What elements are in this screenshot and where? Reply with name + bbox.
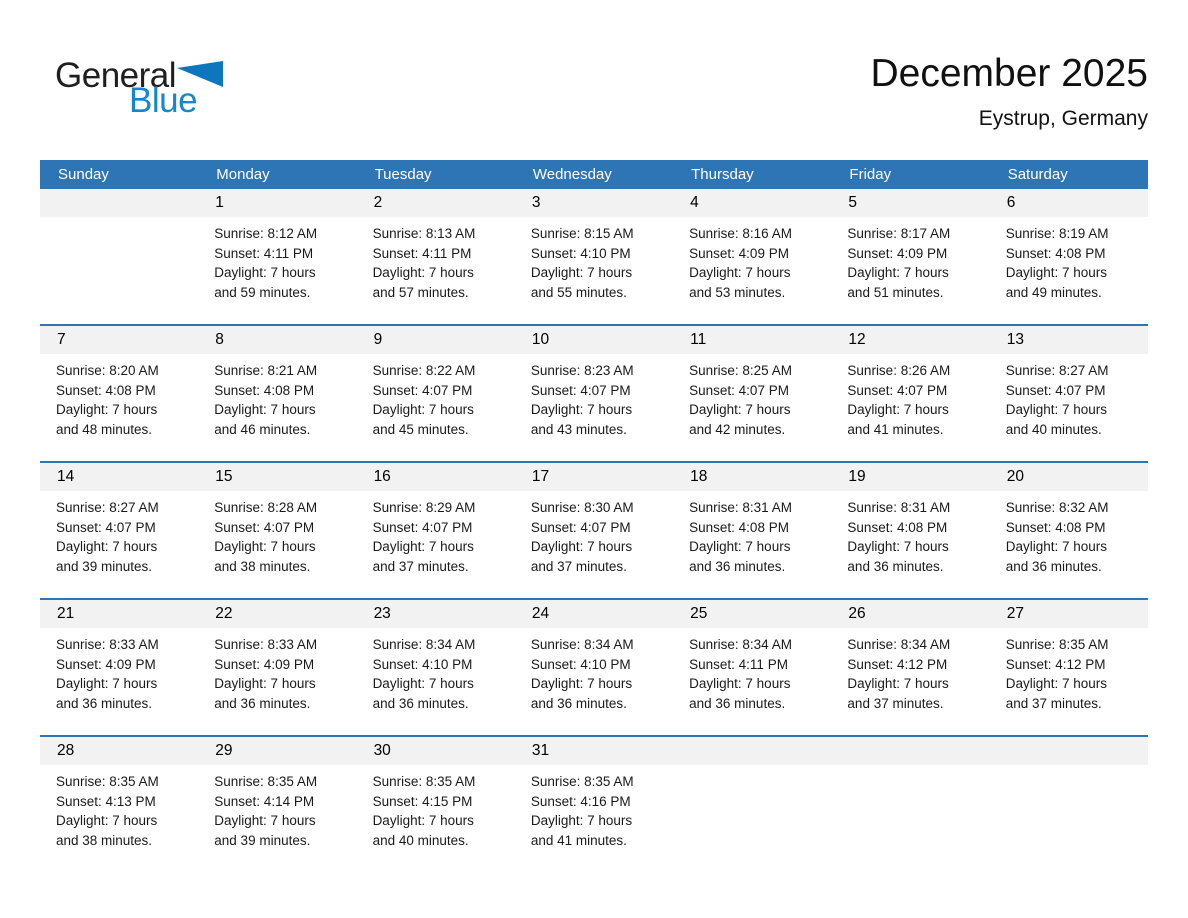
day-cell <box>357 463 515 598</box>
day-detail-line: Daylight: 7 hours <box>530 539 633 554</box>
day-detail-line: Sunset: 4:08 PM <box>56 382 156 398</box>
day-number: 22 <box>215 605 233 622</box>
day-cell <box>990 326 1148 461</box>
day-cell <box>515 737 673 872</box>
day-details <box>198 491 356 576</box>
day-details <box>357 491 515 576</box>
day-details <box>831 217 989 302</box>
day-number-strip <box>198 737 356 765</box>
weekday-header-tuesday: Tuesday <box>374 166 432 183</box>
day-detail-line: Sunrise: 8:20 AM <box>56 363 159 378</box>
day-details <box>515 354 673 439</box>
day-detail-line: Sunrise: 8:35 AM <box>214 774 318 789</box>
day-cell <box>357 600 515 735</box>
day-number-strip <box>515 737 673 765</box>
logo-text-blue: Blue <box>129 81 198 120</box>
day-detail-line: and 41 minutes. <box>847 421 944 437</box>
day-detail-line: and 36 minutes. <box>372 695 469 711</box>
day-number-strip <box>831 463 989 491</box>
day-number: 16 <box>373 468 391 485</box>
day-detail-line: Sunrise: 8:26 AM <box>847 363 951 378</box>
day-details <box>198 354 356 439</box>
day-detail-line: Sunrise: 8:23 AM <box>530 363 634 378</box>
day-detail-line: Daylight: 7 hours <box>689 539 791 554</box>
week-row <box>40 324 1148 461</box>
day-number: 23 <box>373 605 391 622</box>
day-number: 14 <box>57 468 75 485</box>
day-detail-line: Sunrise: 8:32 AM <box>1005 500 1109 515</box>
day-detail-line: Sunrise: 8:15 AM <box>530 226 634 241</box>
day-number: 2 <box>373 194 383 211</box>
day-detail-line: Sunset: 4:15 PM <box>372 793 473 809</box>
day-cell <box>198 326 356 461</box>
day-detail-line: Sunrise: 8:27 AM <box>1005 363 1109 378</box>
empty-day-cell <box>990 737 1148 872</box>
day-number: 1 <box>215 194 224 211</box>
day-number-strip <box>40 326 198 354</box>
day-detail-line: Sunrise: 8:27 AM <box>56 500 159 515</box>
day-detail-line: Sunset: 4:09 PM <box>56 656 156 672</box>
day-detail-line: Sunrise: 8:34 AM <box>689 637 792 652</box>
day-detail-line: Sunset: 4:13 PM <box>56 793 156 809</box>
day-detail-line: and 55 minutes. <box>530 284 627 300</box>
day-detail-line: and 43 minutes. <box>530 421 627 437</box>
day-details <box>990 217 1148 302</box>
day-detail-line: Daylight: 7 hours <box>214 265 316 280</box>
day-detail-line: Daylight: 7 hours <box>689 402 791 417</box>
day-number-strip <box>673 189 831 217</box>
day-number: 7 <box>57 331 66 348</box>
day-detail-line: Daylight: 7 hours <box>847 539 949 554</box>
day-number: 28 <box>57 742 75 759</box>
day-detail-line: and 38 minutes. <box>56 832 153 848</box>
day-details <box>40 765 198 850</box>
day-detail-line: Daylight: 7 hours <box>56 402 158 417</box>
day-number-strip <box>990 737 1148 765</box>
day-detail-line: Sunrise: 8:25 AM <box>689 363 792 378</box>
day-number-strip <box>831 326 989 354</box>
day-details <box>990 354 1148 439</box>
day-detail-line: Sunset: 4:07 PM <box>530 382 631 398</box>
day-detail-line: Sunset: 4:07 PM <box>56 519 156 535</box>
day-number-strip <box>357 189 515 217</box>
day-cell <box>357 189 515 324</box>
day-number-strip <box>357 737 515 765</box>
day-detail-line: Sunset: 4:10 PM <box>530 245 631 261</box>
day-detail-line: and 37 minutes. <box>1005 695 1102 711</box>
page-subtitle: Eystrup, Germany <box>978 106 1148 130</box>
day-cell <box>515 326 673 461</box>
day-detail-line: Sunset: 4:07 PM <box>372 382 473 398</box>
day-number: 30 <box>373 742 391 759</box>
day-detail-line: Sunset: 4:11 PM <box>214 245 314 261</box>
day-detail-line: Sunrise: 8:30 AM <box>530 500 634 515</box>
day-detail-line: Daylight: 7 hours <box>56 813 158 828</box>
day-detail-line: Sunset: 4:08 PM <box>689 519 789 535</box>
day-detail-line: Sunrise: 8:35 AM <box>530 774 634 789</box>
day-detail-line: Sunset: 4:08 PM <box>1005 519 1106 535</box>
day-detail-line: Daylight: 7 hours <box>214 539 316 554</box>
day-detail-line: Sunrise: 8:31 AM <box>689 500 792 515</box>
day-detail-line: Sunrise: 8:33 AM <box>214 637 318 652</box>
day-number: 11 <box>690 331 707 348</box>
day-details <box>673 628 831 713</box>
day-detail-line: Sunrise: 8:28 AM <box>214 500 318 515</box>
day-number-strip <box>673 600 831 628</box>
day-cell <box>357 737 515 872</box>
day-details <box>357 628 515 713</box>
day-details <box>831 354 989 439</box>
day-details <box>515 491 673 576</box>
day-detail-line: and 36 minutes. <box>214 695 311 711</box>
day-cell <box>831 326 989 461</box>
day-number-strip <box>990 189 1148 217</box>
day-cell <box>673 189 831 324</box>
day-detail-line: and 59 minutes. <box>214 284 311 300</box>
day-cell <box>40 600 198 735</box>
day-number: 13 <box>1006 331 1024 348</box>
day-cell <box>990 463 1148 598</box>
day-number-strip <box>515 463 673 491</box>
day-detail-line: Sunset: 4:16 PM <box>530 793 631 809</box>
day-detail-line: Sunrise: 8:22 AM <box>372 363 476 378</box>
day-detail-line: Sunset: 4:08 PM <box>1005 245 1106 261</box>
day-detail-line: Daylight: 7 hours <box>214 402 316 417</box>
day-detail-line: Sunset: 4:11 PM <box>372 245 472 261</box>
day-number: 4 <box>690 194 699 211</box>
day-number: 27 <box>1006 605 1024 622</box>
day-details <box>990 491 1148 576</box>
day-detail-line: Sunset: 4:10 PM <box>530 656 631 672</box>
day-number: 21 <box>57 605 75 622</box>
day-detail-line: Sunrise: 8:34 AM <box>530 637 634 652</box>
day-detail-line: Daylight: 7 hours <box>689 676 791 691</box>
day-cell <box>40 737 198 872</box>
day-cell <box>198 189 356 324</box>
day-detail-line: Sunset: 4:11 PM <box>689 656 788 672</box>
day-detail-line: Sunrise: 8:34 AM <box>372 637 476 652</box>
day-detail-line: Sunset: 4:08 PM <box>214 382 315 398</box>
week-row <box>40 598 1148 735</box>
week-row <box>40 735 1148 872</box>
day-number-strip <box>357 600 515 628</box>
day-detail-line: and 40 minutes. <box>372 832 469 848</box>
day-number-strip <box>990 600 1148 628</box>
day-detail-line: Sunrise: 8:35 AM <box>1005 637 1109 652</box>
day-detail-line: Daylight: 7 hours <box>214 813 316 828</box>
day-number-strip <box>515 326 673 354</box>
day-number-strip <box>831 600 989 628</box>
day-number: 5 <box>848 194 858 211</box>
day-detail-line: Daylight: 7 hours <box>56 676 158 691</box>
day-cell <box>40 326 198 461</box>
day-detail-line: Sunset: 4:07 PM <box>1005 382 1106 398</box>
day-detail-line: Sunset: 4:07 PM <box>689 382 789 398</box>
day-detail-line: Sunrise: 8:19 AM <box>1005 226 1109 241</box>
day-detail-line: Sunrise: 8:29 AM <box>372 500 476 515</box>
day-detail-line: and 36 minutes. <box>56 695 153 711</box>
day-detail-line: Sunrise: 8:21 AM <box>214 363 318 378</box>
day-number-strip <box>198 463 356 491</box>
day-cell <box>198 600 356 735</box>
day-number: 25 <box>690 605 708 622</box>
day-number: 26 <box>848 605 866 622</box>
day-detail-line: Sunrise: 8:33 AM <box>56 637 159 652</box>
day-detail-line: Daylight: 7 hours <box>530 402 633 417</box>
day-detail-line: and 42 minutes. <box>689 421 786 437</box>
day-detail-line: Daylight: 7 hours <box>530 813 633 828</box>
day-detail-line: and 39 minutes. <box>56 558 153 574</box>
weekday-header-friday: Friday <box>849 166 892 183</box>
day-detail-line: Sunset: 4:09 PM <box>689 245 789 261</box>
day-number-strip <box>990 326 1148 354</box>
day-number: 29 <box>215 742 233 759</box>
day-detail-line: Sunrise: 8:35 AM <box>56 774 159 789</box>
weeks-container <box>40 189 1148 872</box>
day-details <box>198 217 356 302</box>
day-cell <box>357 326 515 461</box>
day-detail-line: Sunset: 4:07 PM <box>530 519 631 535</box>
day-detail-line: Daylight: 7 hours <box>530 265 633 280</box>
day-details <box>515 765 673 850</box>
day-detail-line: Sunset: 4:07 PM <box>847 382 948 398</box>
day-cell <box>198 737 356 872</box>
day-number-strip <box>515 600 673 628</box>
day-detail-line: and 36 minutes. <box>689 558 786 574</box>
day-cell <box>515 463 673 598</box>
day-detail-line: Sunset: 4:10 PM <box>372 656 473 672</box>
day-number-strip <box>40 737 198 765</box>
day-detail-line: Daylight: 7 hours <box>1005 539 1108 554</box>
day-detail-line: Daylight: 7 hours <box>689 265 791 280</box>
day-details <box>198 628 356 713</box>
day-detail-line: Sunset: 4:07 PM <box>372 519 473 535</box>
day-detail-line: and 40 minutes. <box>1005 421 1102 437</box>
day-detail-line: and 46 minutes. <box>214 421 311 437</box>
day-detail-line: Sunset: 4:07 PM <box>214 519 315 535</box>
day-detail-line: and 53 minutes. <box>689 284 786 300</box>
day-detail-line: Daylight: 7 hours <box>1005 676 1108 691</box>
day-details <box>40 354 198 439</box>
day-number-strip <box>831 189 989 217</box>
page-title: December 2025 <box>870 52 1148 95</box>
day-number: 19 <box>848 468 866 485</box>
day-details <box>673 354 831 439</box>
day-detail-line: Sunset: 4:09 PM <box>847 245 948 261</box>
day-detail-line: Sunset: 4:08 PM <box>847 519 948 535</box>
day-number: 17 <box>531 468 550 485</box>
day-detail-line: and 49 minutes. <box>1005 284 1102 300</box>
day-number-strip <box>831 737 989 765</box>
day-cell <box>673 326 831 461</box>
day-cell <box>831 600 989 735</box>
day-detail-line: Sunrise: 8:34 AM <box>847 637 951 652</box>
day-details <box>515 628 673 713</box>
day-detail-line: Daylight: 7 hours <box>372 539 474 554</box>
day-detail-line: Daylight: 7 hours <box>372 676 474 691</box>
weekday-header-row <box>40 160 1148 189</box>
day-detail-line: Sunrise: 8:12 AM <box>214 226 318 241</box>
day-detail-line: and 51 minutes. <box>847 284 944 300</box>
day-detail-line: and 36 minutes. <box>847 558 944 574</box>
day-number: 3 <box>531 194 541 211</box>
day-detail-line: Sunset: 4:12 PM <box>847 656 948 672</box>
day-detail-line: and 45 minutes. <box>372 421 469 437</box>
day-detail-line: and 37 minutes. <box>530 558 627 574</box>
weekday-header-sunday: Sunday <box>58 166 109 183</box>
day-detail-line: Daylight: 7 hours <box>372 402 474 417</box>
day-detail-line: Daylight: 7 hours <box>214 676 316 691</box>
day-number-strip <box>40 600 198 628</box>
day-number-strip <box>40 463 198 491</box>
day-detail-line: Daylight: 7 hours <box>847 676 949 691</box>
day-number-strip <box>198 326 356 354</box>
day-number: 18 <box>690 468 708 485</box>
day-number-strip <box>357 326 515 354</box>
day-number-strip <box>673 737 831 765</box>
day-cell <box>673 600 831 735</box>
day-detail-line: Sunset: 4:12 PM <box>1005 656 1106 672</box>
day-number-strip <box>673 326 831 354</box>
logo-text-general: General <box>55 56 177 95</box>
day-detail-line: and 37 minutes. <box>372 558 469 574</box>
weekday-header-saturday: Saturday <box>1007 166 1068 183</box>
day-detail-line: and 39 minutes. <box>214 832 311 848</box>
day-number-strip <box>40 189 198 217</box>
day-number-strip <box>673 463 831 491</box>
day-details <box>515 217 673 302</box>
day-detail-line: and 37 minutes. <box>847 695 944 711</box>
day-detail-line: Sunrise: 8:35 AM <box>372 774 476 789</box>
general-blue-logo <box>55 58 223 118</box>
day-detail-line: Sunrise: 8:13 AM <box>372 226 476 241</box>
day-number: 8 <box>215 331 224 348</box>
day-details <box>673 491 831 576</box>
day-detail-line: and 48 minutes. <box>56 421 153 437</box>
day-details <box>40 491 198 576</box>
day-number: 24 <box>531 605 550 622</box>
calendar-table <box>40 160 1148 872</box>
day-number: 12 <box>848 331 866 348</box>
day-detail-line: Daylight: 7 hours <box>372 265 474 280</box>
day-detail-line: Daylight: 7 hours <box>847 402 949 417</box>
day-details <box>831 491 989 576</box>
day-cell <box>831 463 989 598</box>
empty-day-cell <box>673 737 831 872</box>
day-number-strip <box>990 463 1148 491</box>
day-cell <box>990 189 1148 324</box>
day-details <box>357 765 515 850</box>
day-number: 15 <box>215 468 233 485</box>
day-detail-line: Daylight: 7 hours <box>1005 402 1108 417</box>
day-number: 6 <box>1006 194 1016 211</box>
day-detail-line: and 41 minutes. <box>530 832 627 848</box>
day-cell <box>198 463 356 598</box>
day-number: 9 <box>373 331 383 348</box>
day-detail-line: Sunrise: 8:16 AM <box>689 226 792 241</box>
day-detail-line: Sunset: 4:14 PM <box>214 793 315 809</box>
weekday-header-monday: Monday <box>216 166 270 183</box>
day-detail-line: and 36 minutes. <box>689 695 786 711</box>
week-row <box>40 461 1148 598</box>
day-cell <box>515 600 673 735</box>
day-detail-line: Daylight: 7 hours <box>56 539 158 554</box>
day-cell <box>673 463 831 598</box>
day-cell <box>831 189 989 324</box>
day-details <box>198 765 356 850</box>
day-detail-line: and 57 minutes. <box>372 284 469 300</box>
day-cell <box>515 189 673 324</box>
day-details <box>673 217 831 302</box>
day-detail-line: and 38 minutes. <box>214 558 311 574</box>
day-detail-line: Daylight: 7 hours <box>530 676 633 691</box>
calendar-title-block <box>871 52 1149 131</box>
day-cell <box>990 600 1148 735</box>
day-detail-line: and 36 minutes. <box>1005 558 1102 574</box>
empty-day-cell <box>831 737 989 872</box>
day-detail-line: Daylight: 7 hours <box>847 265 949 280</box>
day-detail-line: Sunrise: 8:17 AM <box>847 226 951 241</box>
day-details <box>40 628 198 713</box>
day-detail-line: Daylight: 7 hours <box>1005 265 1108 280</box>
day-number: 20 <box>1006 468 1024 485</box>
day-details <box>357 217 515 302</box>
empty-day-cell <box>40 189 198 324</box>
week-row <box>40 189 1148 324</box>
day-details <box>990 628 1148 713</box>
day-detail-line: and 36 minutes. <box>530 695 627 711</box>
day-number: 10 <box>531 331 550 348</box>
weekday-header-wednesday: Wednesday <box>532 166 612 183</box>
day-number: 31 <box>531 742 550 759</box>
day-detail-line: Sunrise: 8:31 AM <box>847 500 951 515</box>
day-detail-line: Sunset: 4:09 PM <box>214 656 315 672</box>
day-number-strip <box>515 189 673 217</box>
day-number-strip <box>198 600 356 628</box>
day-number-strip <box>357 463 515 491</box>
day-details <box>831 628 989 713</box>
day-number-strip <box>198 189 356 217</box>
day-cell <box>40 463 198 598</box>
day-details <box>357 354 515 439</box>
weekday-header-thursday: Thursday <box>691 166 754 183</box>
day-detail-line: Daylight: 7 hours <box>372 813 474 828</box>
